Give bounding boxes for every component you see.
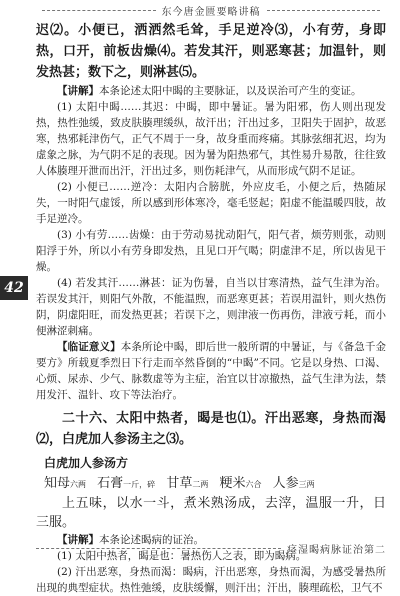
commentary-point-1: (1) 太阳中暍……其迟：中暍，即中暑证。暑为阳邪，伤人则出现发热，热性弛缓，致皮肤腠理缓纵，故汗出；汗出过多，卫阳失于固护，故恶寒，热邪耗津伤气，正气不周于一身，故身重而疼痛。其脉弦细芤迟，均为虚象之脉，为气阴不足的表现。因为暑为阳热邪气，其性易升易散，往往致人体腠理开泄而出汗，汗出过多，则伤耗津气，从而形成气阴不足证。 [36,101,386,177]
formula-herbs [44,474,386,494]
chapter-title: 痉湿暍病脉证治第二 [287,545,386,556]
herb-dose: 二两 [192,480,209,489]
header-rule-right [267,10,381,11]
herb-name: 甘草 [166,476,193,491]
page-footer [36,541,386,556]
clause-text-continued: 迟⑵。小便已，洒洒然毛耸，手足逆冷⑶，小有劳，身即热，口开，前板齿燥⑷。若发其汗，则恶寒甚；加温针，则发热甚；数下之，则淋甚⑸。 [36,23,386,80]
commentary-intro-text: 本条论述太阳中暍的主要脉证，以及误治可产生的变证。 [99,85,362,97]
commentary-2-point-2: (2) 汗出恶寒，身热而渴：暍病，汗出恶寒，身热而渴，为感受暑热所出现的典型症状。热性弛缓，皮肤缓懈，则汗出；汗出，腠理疏松，卫气不 [36,566,386,594]
page-body [36,20,386,596]
clinical-label: 【临证意义】 [57,341,121,353]
running-title: 东今唐金匮要略讲稿 [161,7,261,18]
commentary-label: 【讲解】 [57,85,99,97]
commentary-point-4: (4) 若发其汗……淋甚：证为伤暑，自当以甘寒清热，益气生津为治。若误发其汗，则阳气外散，不能温煦，而恶寒更甚；若误用温针，则火热伤阴，阴虚阳旺，而发热更甚；若误下之，则津液一伤再伤，津液亏耗，而小便淋涩刺痛。 [36,277,386,337]
commentary-2-intro-text: 本条论述暍病的证治。 [99,534,204,546]
herb-name: 知母 [44,476,71,491]
herb-dose: 六两 [70,480,87,489]
herb-name: 石膏 [97,476,124,491]
formula-title: 白虎加人参汤方 [44,456,129,470]
commentary-intro [36,83,386,99]
clinical-text: 本条所论中暍，即后世一般所谓的中暑证，与《备急千金要方》所载夏季烈日下行走而卒然昏倒的“中暍”不同。它是以身热、口渴、心烦、尿赤、少气、脉数虚等为主症，治宜以甘凉撤热，益气生津为法，禁用发汗、温针、攻下等法治疗。 [36,341,387,401]
commentary-2-label: 【讲解】 [57,534,99,546]
page-number-tab: 42 [0,276,28,300]
commentary-2-point-1: (1) 太阳中热者，暍是也：暑热伤人之表，即为暍病。 [57,550,307,562]
herb-name: 人参 [272,476,299,491]
herb-name: 粳米 [219,476,246,491]
herb-dose: 三两 [298,480,315,489]
header-rule-left [42,10,156,11]
formula-directions: 上五味，以水一斗，煮米熟汤成，去滓，温服一升，日三服。 [36,496,386,530]
footer-rule [36,548,281,549]
commentary-point-3: (3) 小有劳……齿燥：由于劳动易扰动阳气，阳气者，烦劳则张，动则阳浮于外，所以小有劳身即发热，且见口开气喝；阴虚津不足，所以齿见干燥。 [36,229,386,273]
herb-dose: 一斤，碎 [123,480,156,489]
herb-dose: 六合 [245,480,262,489]
article-26: 二十六、太阳中热者，暍是也⑴。汗出恶寒，身热而渴⑵，白虎加人参汤主之⑶。 [36,411,386,447]
clinical-significance [36,339,386,403]
commentary-point-2: (2) 小便已……逆冷：太阳内合膀胱，外应皮毛，小便之后，热随尿失，一时阳气虚馁，所以感到形体寒冷，毫毛竖起；阳虚不能温暖四肢，故手足逆冷。 [36,181,386,225]
page-header [36,3,386,18]
